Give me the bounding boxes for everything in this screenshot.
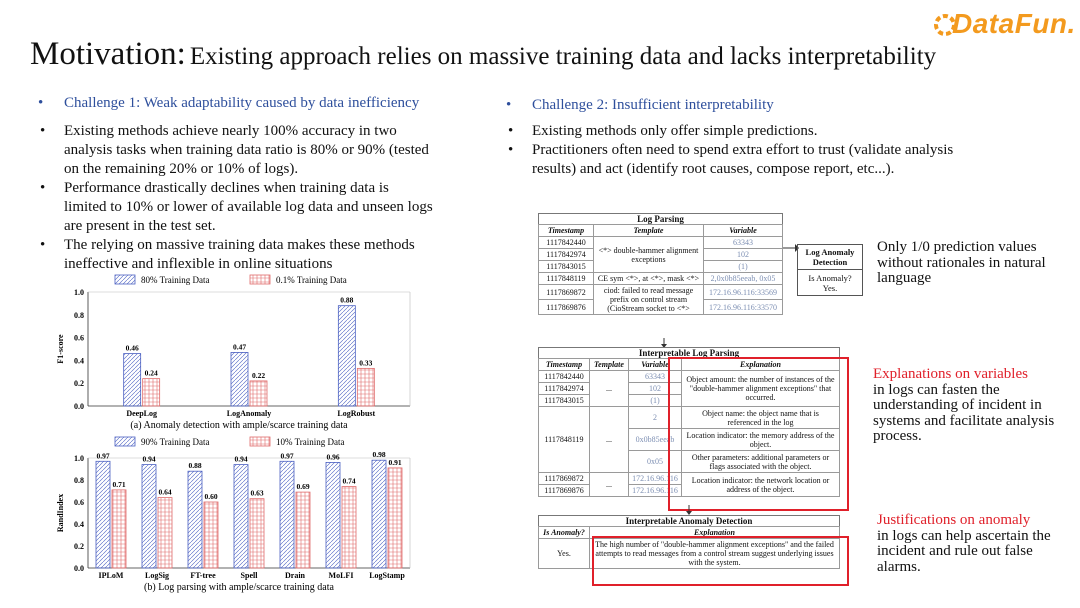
- lp-template: CE sym <*>, at <*>, mask <*>: [594, 273, 704, 285]
- ilp-var: 0x0b85eeab: [629, 429, 682, 451]
- data-label: 0.47: [232, 342, 247, 352]
- x-tick-label: LogAnomaly: [226, 409, 272, 418]
- ilp-header-var: Variable: [629, 359, 682, 371]
- chart-caption: (a) Anomaly detection with ample/scarce training data: [130, 420, 348, 431]
- legend-label: 10% Training Data: [276, 437, 345, 447]
- ilp-header-template: Template: [590, 359, 629, 371]
- variables-highlight-box: [668, 357, 849, 511]
- data-label: 0.88: [340, 295, 354, 305]
- ilp-explanation: Location indicator: the memory address of the object.: [682, 429, 840, 451]
- bar: [250, 499, 264, 568]
- table-row: [539, 237, 783, 249]
- ilp-ts: 1117869872: [539, 473, 590, 485]
- iad-explanation: The high number of "double-hammer alignment exceptions" and the failed attempts to read messages from a control stream suggest underlying issues with the system.: [590, 539, 840, 569]
- bar: [250, 381, 267, 406]
- y-tick-label: 1.0: [74, 454, 84, 463]
- ilp-template: ...: [590, 473, 629, 497]
- left-bullets: [38, 122, 433, 274]
- data-label: 0.74: [342, 476, 356, 486]
- bar: [158, 498, 172, 568]
- lp-ts: 1117842440: [539, 237, 594, 249]
- table-row: [539, 285, 783, 300]
- lp-var: 63343: [704, 237, 783, 249]
- slide-title: [30, 36, 936, 73]
- challenge-2-text: Challenge 2: Insufficient interpretability: [532, 97, 774, 113]
- data-label: 0.33: [359, 358, 373, 368]
- lp-ts: 1117869876: [539, 300, 594, 315]
- ilp-explanation: Other parameters: additional parameters or flags associated with the object.: [682, 451, 840, 473]
- chart-caption: (b) Log parsing with ample/scarce training data: [144, 582, 334, 593]
- bar: [124, 354, 141, 406]
- bar: [388, 468, 402, 568]
- data-label: 0.22: [251, 370, 266, 380]
- iad-header-explanation: Explanation: [590, 527, 840, 539]
- lp-ts: 1117869872: [539, 285, 594, 300]
- ilp-var: 2: [629, 407, 682, 429]
- detection-title: Log Anomaly Detection: [798, 245, 862, 270]
- y-tick-label: 0.2: [74, 379, 84, 389]
- data-label: 0.60: [204, 492, 218, 501]
- legend-swatch: [115, 275, 135, 284]
- variables-note: [873, 367, 1073, 445]
- data-label: 0.91: [388, 457, 402, 467]
- log-parsing-figure: [538, 213, 783, 315]
- data-label: 0.63: [250, 488, 264, 498]
- bar: [357, 368, 374, 406]
- x-tick-label: Drain: [285, 571, 305, 580]
- chart-anomaly-detection: [55, 272, 425, 440]
- prediction-note: Only 1/0 prediction values without rationales in natural language: [877, 239, 1046, 286]
- lp-ts: 1117848119: [539, 273, 594, 285]
- lp-header-var: Variable: [704, 225, 783, 237]
- right-bullets: [506, 122, 976, 179]
- legend-label: 0.1% Training Data: [276, 275, 347, 285]
- ilp-var: 0x05: [629, 451, 682, 473]
- ilp-template: ...: [590, 371, 629, 407]
- left-bullet-2: • Performance drastically declines when training data is limited to 10% or lower of available log data and unseen logs are present in the test set.: [38, 179, 433, 236]
- lp-template: <*> double-hammer alignment exceptions: [594, 237, 704, 273]
- ilp-var: 63343: [629, 371, 682, 383]
- legend-swatch: [250, 275, 270, 284]
- iad-header-q: Is Anomaly?: [539, 527, 590, 539]
- bar: [204, 502, 218, 568]
- bar: [142, 465, 156, 568]
- x-tick-label: DeepLog: [126, 409, 158, 418]
- data-label: 0.96: [326, 452, 340, 462]
- y-tick-label: 0.6: [74, 333, 84, 343]
- ilp-var: (1): [629, 395, 682, 407]
- y-tick-label: 0.4: [74, 356, 84, 366]
- y-tick-label: 0.0: [74, 402, 84, 411]
- bar: [372, 460, 386, 568]
- data-label: 0.24: [144, 368, 158, 378]
- ilp-ts: 1117848119: [539, 407, 590, 473]
- ilp-var: 102: [629, 383, 682, 395]
- data-label: 0.71: [112, 479, 126, 489]
- lp-template: ciod: failed to read message prefix on control stream (CioStream socket to <*>: [594, 285, 704, 315]
- bar: [231, 352, 248, 406]
- data-label: 0.69: [296, 482, 310, 492]
- table-row: [539, 273, 783, 285]
- ilp-template: ...: [590, 407, 629, 473]
- y-tick-label: 0.8: [74, 476, 84, 485]
- lp-ts: 1117842974: [539, 249, 594, 261]
- challenge-1-text: Challenge 1: Weak adaptability caused by data inefficiency: [64, 95, 420, 111]
- x-tick-label: IPLoM: [98, 571, 124, 580]
- bar: [326, 462, 340, 568]
- detection-question: Is Anomaly?: [808, 273, 852, 283]
- right-bullet-2: • Practitioners often need to spend extra effort to trust (validate analysis results) and act (identify root causes, compose report, etc...).: [506, 141, 976, 179]
- x-tick-label: LogSig: [144, 571, 170, 580]
- chart-log-parsing: [55, 434, 425, 606]
- ilp-var: 172.16.96.116: [629, 485, 682, 497]
- lp-header-template: Template: [594, 225, 704, 237]
- legend-swatch: [250, 437, 270, 446]
- lp-var: 102: [704, 249, 783, 261]
- y-tick-label: 0.8: [74, 310, 84, 320]
- title-lead: Motivation:: [30, 36, 186, 72]
- variables-note-red: Explanations on variables: [873, 366, 1028, 382]
- bar: [296, 492, 310, 568]
- anomaly-highlight-box: [592, 536, 849, 586]
- legend-label: 80% Training Data: [141, 275, 210, 285]
- data-label: 0.46: [125, 343, 139, 353]
- y-axis-label: RandIndex: [56, 493, 65, 533]
- legend-swatch: [115, 437, 135, 446]
- ilp-caption: Interpretable Log Parsing: [538, 347, 840, 358]
- log-parsing-table: [538, 224, 783, 315]
- data-label: 0.64: [158, 487, 172, 497]
- y-tick-label: 0.0: [74, 564, 84, 573]
- ilp-explanation: Object amount: the number of instances of the "double-hammer alignment exceptions" that occurred.: [682, 371, 840, 407]
- ilp-header-ts: Timestamp: [539, 359, 590, 371]
- arrow-down-icon: [684, 505, 694, 515]
- y-tick-label: 0.6: [74, 498, 84, 507]
- ilp-ts: 1117869876: [539, 485, 590, 497]
- lp-var: 2,0x0b85eeab, 0x05: [704, 273, 783, 285]
- legend-label: 90% Training Data: [141, 437, 210, 447]
- bar: [338, 306, 355, 406]
- bar: [188, 471, 202, 568]
- lp-var: 172.16.96.116:33569: [704, 285, 783, 300]
- y-axis-label: F1-score: [56, 334, 65, 364]
- data-label: 0.97: [280, 451, 294, 461]
- data-label: 0.98: [372, 450, 386, 460]
- bar: [234, 465, 248, 568]
- anomaly-note-red: Justifications on anomaly: [877, 512, 1031, 528]
- log-parsing-caption: Log Parsing: [538, 213, 783, 224]
- ilp-explanation: Location indicator: the network location or address of the object.: [682, 473, 840, 497]
- datafun-logo: [930, 6, 1076, 46]
- detection-answer: Yes.: [822, 283, 838, 293]
- ilp-header-explanation: Explanation: [682, 359, 840, 371]
- ilp-var: 172.16.96.116: [629, 473, 682, 485]
- ilp-ts: 1117843015: [539, 395, 590, 407]
- y-tick-label: 1.0: [74, 288, 84, 297]
- iad-caption: Interpretable Anomaly Detection: [538, 515, 840, 526]
- ilp-ts: 1117842974: [539, 383, 590, 395]
- left-bullet-3: • The relying on massive training data makes these methods ineffective and inflexible in online situations: [38, 236, 433, 274]
- bar: [143, 379, 160, 406]
- anomaly-note-rest: in logs can help ascertain the incident and rule out false alarms.: [877, 527, 1051, 575]
- title-rest: Existing approach relies on massive training data and lacks interpretability: [189, 43, 937, 70]
- x-tick-label: LogStamp: [369, 571, 405, 580]
- x-tick-label: MoLFI: [328, 571, 354, 580]
- ilp-explanation: Object name: the object name that is referenced in the log: [682, 407, 840, 429]
- data-label: 0.88: [188, 461, 202, 471]
- data-label: 0.94: [142, 454, 156, 464]
- data-label: 0.94: [234, 454, 248, 464]
- lp-ts: 1117843015: [539, 261, 594, 273]
- y-tick-label: 0.4: [74, 520, 84, 529]
- data-label: 0.97: [96, 451, 110, 461]
- bar: [112, 490, 126, 568]
- logo-text: DataFun.: [952, 8, 1076, 39]
- anomaly-note: [877, 513, 1077, 575]
- y-tick-label: 0.2: [74, 542, 84, 551]
- bar: [96, 461, 110, 568]
- left-bullet-1: • Existing methods achieve nearly 100% accuracy in two analysis tasks when training data ratio is 80% or 90% (tested on the remaining 20% or 10% of logs).: [38, 122, 433, 179]
- variables-note-rest: in logs can fasten the understanding of incident in systems and facilitate analysis process.: [873, 381, 1055, 444]
- bar: [342, 487, 356, 568]
- lp-var: (1): [704, 261, 783, 273]
- bar: [280, 461, 294, 568]
- ilp-ts: 1117842440: [539, 371, 590, 383]
- x-tick-label: FT-tree: [190, 571, 216, 580]
- right-bullet-1: • Existing methods only offer simple predictions.: [506, 122, 976, 141]
- lp-var: 172.16.96.116:33570: [704, 300, 783, 315]
- lp-header-ts: Timestamp: [539, 225, 594, 237]
- x-tick-label: Spell: [240, 571, 258, 580]
- anomaly-detection-box: [797, 244, 863, 296]
- x-tick-label: LogRobust: [337, 409, 376, 418]
- iad-answer: Yes.: [539, 539, 590, 569]
